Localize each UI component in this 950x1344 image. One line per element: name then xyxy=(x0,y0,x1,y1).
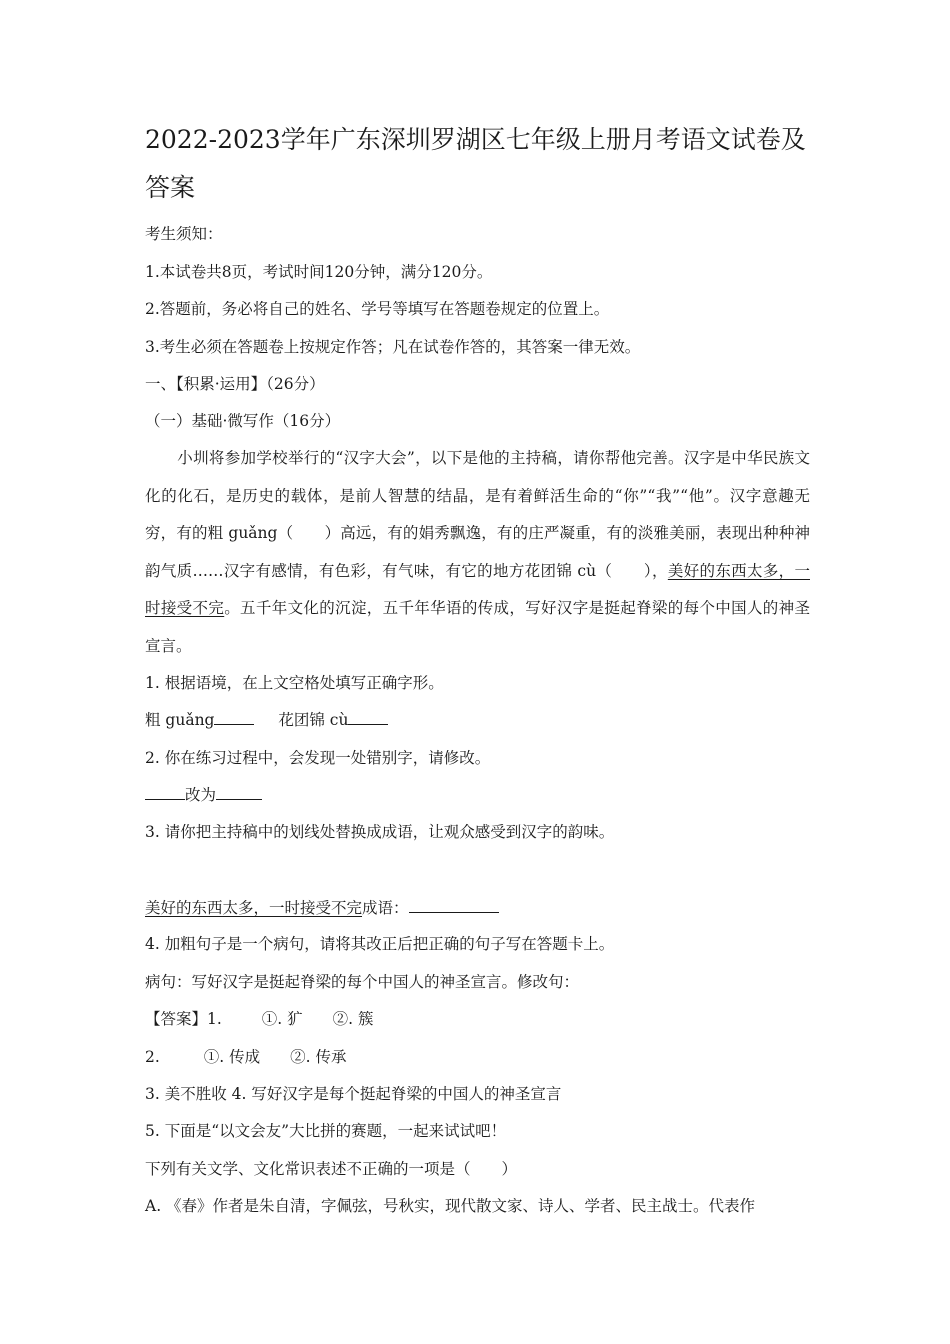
page-title: 2022-2023学年广东深圳罗湖区七年级上册月考语文试卷及答案 xyxy=(145,125,806,202)
option-a: A. 《春》作者是朱自清，字佩弦，号秋实，现代散文家、诗人、学者、民主战士。代表作 xyxy=(145,1197,756,1215)
answer-label: 【答案】1. xyxy=(145,1010,222,1028)
answer-line-3: 3. 美不胜收 4. 写好汉字是每个挺起脊梁的中国人的神圣宣言 xyxy=(145,1085,562,1103)
answer-blank[interactable] xyxy=(214,710,254,725)
answer-blank[interactable] xyxy=(409,898,499,913)
answer-item: ①. 犷 xyxy=(261,1010,303,1028)
answer-label: 2. xyxy=(145,1048,160,1066)
answer-blank[interactable] xyxy=(348,710,388,725)
blank-label-1: 粗 guǎng xyxy=(145,711,215,729)
idiom-label: 成语： xyxy=(362,899,409,917)
passage-part2: 。五千年文化的沉淀，五千年华语的传成，写好汉字是挺起脊梁的每个中国人的神圣宣言。 xyxy=(145,599,810,655)
notice-header: 考生须知： xyxy=(145,225,223,243)
notice-item-2: 2.答题前，务必将自己的姓名、学号等填写在答题卷规定的位置上。 xyxy=(145,300,610,318)
question-2-blanks xyxy=(145,785,810,805)
answer-line-1 xyxy=(145,1009,810,1029)
answer-item: ①. 传成 xyxy=(203,1048,261,1066)
passage-part1: 小圳将参加学校举行的“汉字大会”，以下是他的主持稿，请你帮他完善。汉字是中华民族文化的化石，是历史的载体，是前人智慧的结晶，是有着鲜活生命的“你”“我”“他”。汉字意趣无穷，有的粗 guǎng（ ）高远，有的娟秀飘逸，有的庄严凝重，有的淡雅美丽，表现出种种神韵气质……汉字有感情，有色彩，有气味，有它的地方花团锦 cù（ ）， xyxy=(145,449,810,580)
change-label: 改为 xyxy=(185,786,217,804)
answer-blank[interactable] xyxy=(145,785,185,800)
answer-blank[interactable] xyxy=(216,785,262,800)
notice-item-3: 3.考生必须在答题卷上按规定作答；凡在试卷作答的，其答案一律无效。 xyxy=(145,338,641,356)
subsection-heading: （一）基础·微写作（16分） xyxy=(145,412,341,430)
passage xyxy=(145,440,810,666)
question-4: 4. 加粗句子是一个病句，请将其改正后把正确的句子写在答题卡上。 xyxy=(145,935,615,953)
section-heading: 一、【积累·运用】（26分） xyxy=(145,375,325,393)
question-4-sentence: 病句：写好汉字是挺起脊梁的每个中国人的神圣宣言。修改句： xyxy=(145,973,580,991)
question-5: 5. 下面是“以文会友”大比拼的赛题，一起来试试吧！ xyxy=(145,1122,507,1140)
notice-item-1: 1.本试卷共8页，考试时间120分钟，满分120分。 xyxy=(145,263,493,281)
question-1-blanks xyxy=(145,710,810,730)
question-1: 1. 根据语境，在上文空格处填写正确字形。 xyxy=(145,674,444,692)
question-2: 2. 你在练习过程中，会发现一处错别字，请修改。 xyxy=(145,749,491,767)
underlined-phrase: 美好的东西太多，一时接受不完 xyxy=(145,899,363,917)
passage-underlined: 美好的东西太多，一时接受不完 xyxy=(145,561,810,618)
answer-item: ②. 传承 xyxy=(290,1048,347,1066)
answer-item: ②. 簇 xyxy=(332,1010,374,1028)
answer-line-2 xyxy=(145,1047,810,1067)
blank-label-2: 花团锦 cù xyxy=(278,711,349,729)
question-3: 3. 请你把主持稿中的划线处替换成成语，让观众感受到汉字的韵味。 xyxy=(145,823,615,841)
question-5-stem: 下列有关文学、文化常识表述不正确的一项是（ ） xyxy=(145,1160,518,1178)
question-3-answer-line xyxy=(145,898,810,918)
